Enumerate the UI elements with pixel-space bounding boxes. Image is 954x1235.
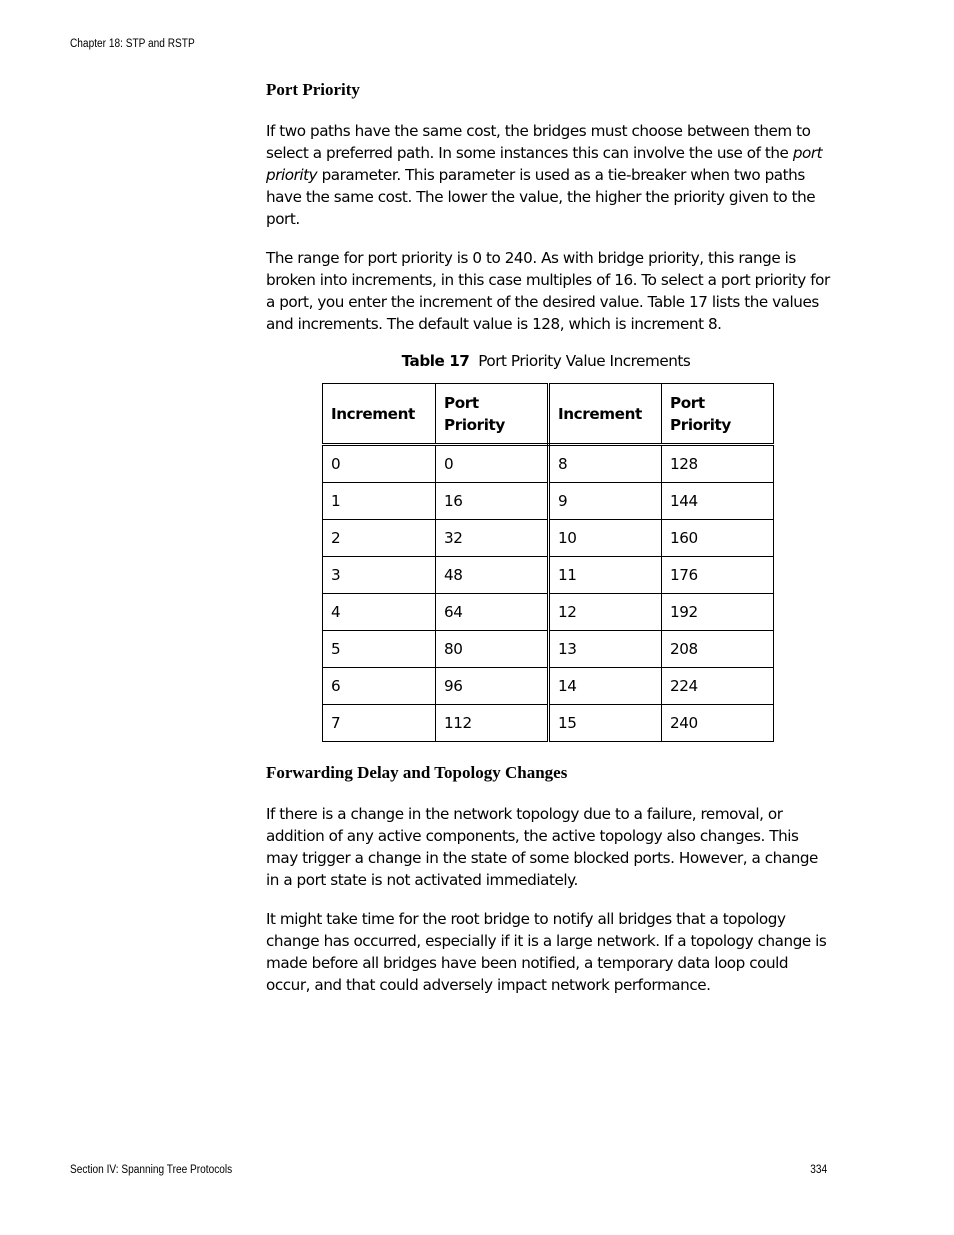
table-cell: 224 (662, 668, 774, 705)
table-cell: 14 (549, 668, 662, 705)
paragraph-text: parameter. This parameter is used as a tie-breaker when two paths have the same cost. The lower the value, the higher the priority given to the port. (266, 166, 816, 228)
table-header-cell (436, 384, 549, 445)
table-caption-label: Table 17 (401, 352, 470, 370)
port-priority-table (322, 383, 774, 742)
table-cell: 8 (549, 445, 662, 483)
running-header: Chapter 18: STP and RSTP (70, 38, 195, 50)
table-cell: 208 (662, 631, 774, 668)
paragraph-text: If two paths have the same cost, the bridges must choose between them to select a preferred path. In some instances this can involve the use of the (266, 122, 811, 162)
table-header-row (323, 384, 774, 445)
table-cell: 1 (323, 483, 436, 520)
footer-section-title: Section IV: Spanning Tree Protocols (70, 1164, 233, 1176)
table-row (323, 520, 774, 557)
table-row (323, 557, 774, 594)
table-cell: 144 (662, 483, 774, 520)
table-body (323, 445, 774, 742)
table-cell: 7 (323, 705, 436, 742)
table-cell: 4 (323, 594, 436, 631)
table-cell: 240 (662, 705, 774, 742)
table-cell: 12 (549, 594, 662, 631)
header-text: Port Priority (444, 393, 505, 434)
table-header-cell: Increment (549, 384, 662, 445)
table-cell: 96 (436, 668, 549, 705)
table-cell: 9 (549, 483, 662, 520)
term-port-priority: port priority (266, 144, 823, 184)
footer-page-number: 334 (810, 1164, 827, 1176)
table-row (323, 594, 774, 631)
paragraph-port-priority-intro (266, 120, 831, 230)
table-cell: 10 (549, 520, 662, 557)
header-text: Port Priority (670, 393, 731, 434)
table-cell: 5 (323, 631, 436, 668)
table-cell: 128 (662, 445, 774, 483)
table-cell: 32 (436, 520, 549, 557)
table-cell: 112 (436, 705, 549, 742)
table-cell: 0 (436, 445, 549, 483)
table-cell: 80 (436, 631, 549, 668)
table-cell: 16 (436, 483, 549, 520)
table-cell: 15 (549, 705, 662, 742)
paragraph-root-bridge-notify: It might take time for the root bridge to notify all bridges that a topology change has occurred, especially if it is a large network. If a topology change is made before all bridges have been notified, a temporary data loop could occur, and that could adversely impact network performance. (266, 910, 827, 994)
table-cell: 176 (662, 557, 774, 594)
table-cell: 48 (436, 557, 549, 594)
table-caption-text: Port Priority Value Increments (478, 352, 691, 370)
table-cell: 0 (323, 445, 436, 483)
table-cell: 64 (436, 594, 549, 631)
table-cell: 2 (323, 520, 436, 557)
table-cell: 11 (549, 557, 662, 594)
table-header-cell (662, 384, 774, 445)
table-cell: 13 (549, 631, 662, 668)
table-row (323, 631, 774, 668)
table-cell: 160 (662, 520, 774, 557)
table-row (323, 483, 774, 520)
table-cell: 6 (323, 668, 436, 705)
section-heading-forwarding-delay: Forwarding Delay and Topology Changes (266, 763, 568, 782)
paragraph-topology-change: If there is a change in the network topology due to a failure, removal, or addition of any active components, the active topology also changes. This may trigger a change in the state of some blocked ports. However, a change in a port state is not activated immediately. (266, 805, 818, 889)
table-header-cell: Increment (323, 384, 436, 445)
section-forwarding-delay (266, 762, 831, 996)
table-cell: 192 (662, 594, 774, 631)
paragraph-port-priority-range: The range for port priority is 0 to 240. As with bridge priority, this range is broken into increments, in this case multiples of 16. To select a port priority for a port, you enter the increment of the desired value. Table 17 lists the values and increments. The default value is 128, which is increment 8. (266, 249, 830, 333)
table-row (323, 705, 774, 742)
page-content (266, 79, 831, 996)
section-heading-port-priority: Port Priority (266, 80, 360, 99)
table-cell: 3 (323, 557, 436, 594)
table-row (323, 668, 774, 705)
table-caption (266, 351, 826, 371)
table-row (323, 445, 774, 483)
